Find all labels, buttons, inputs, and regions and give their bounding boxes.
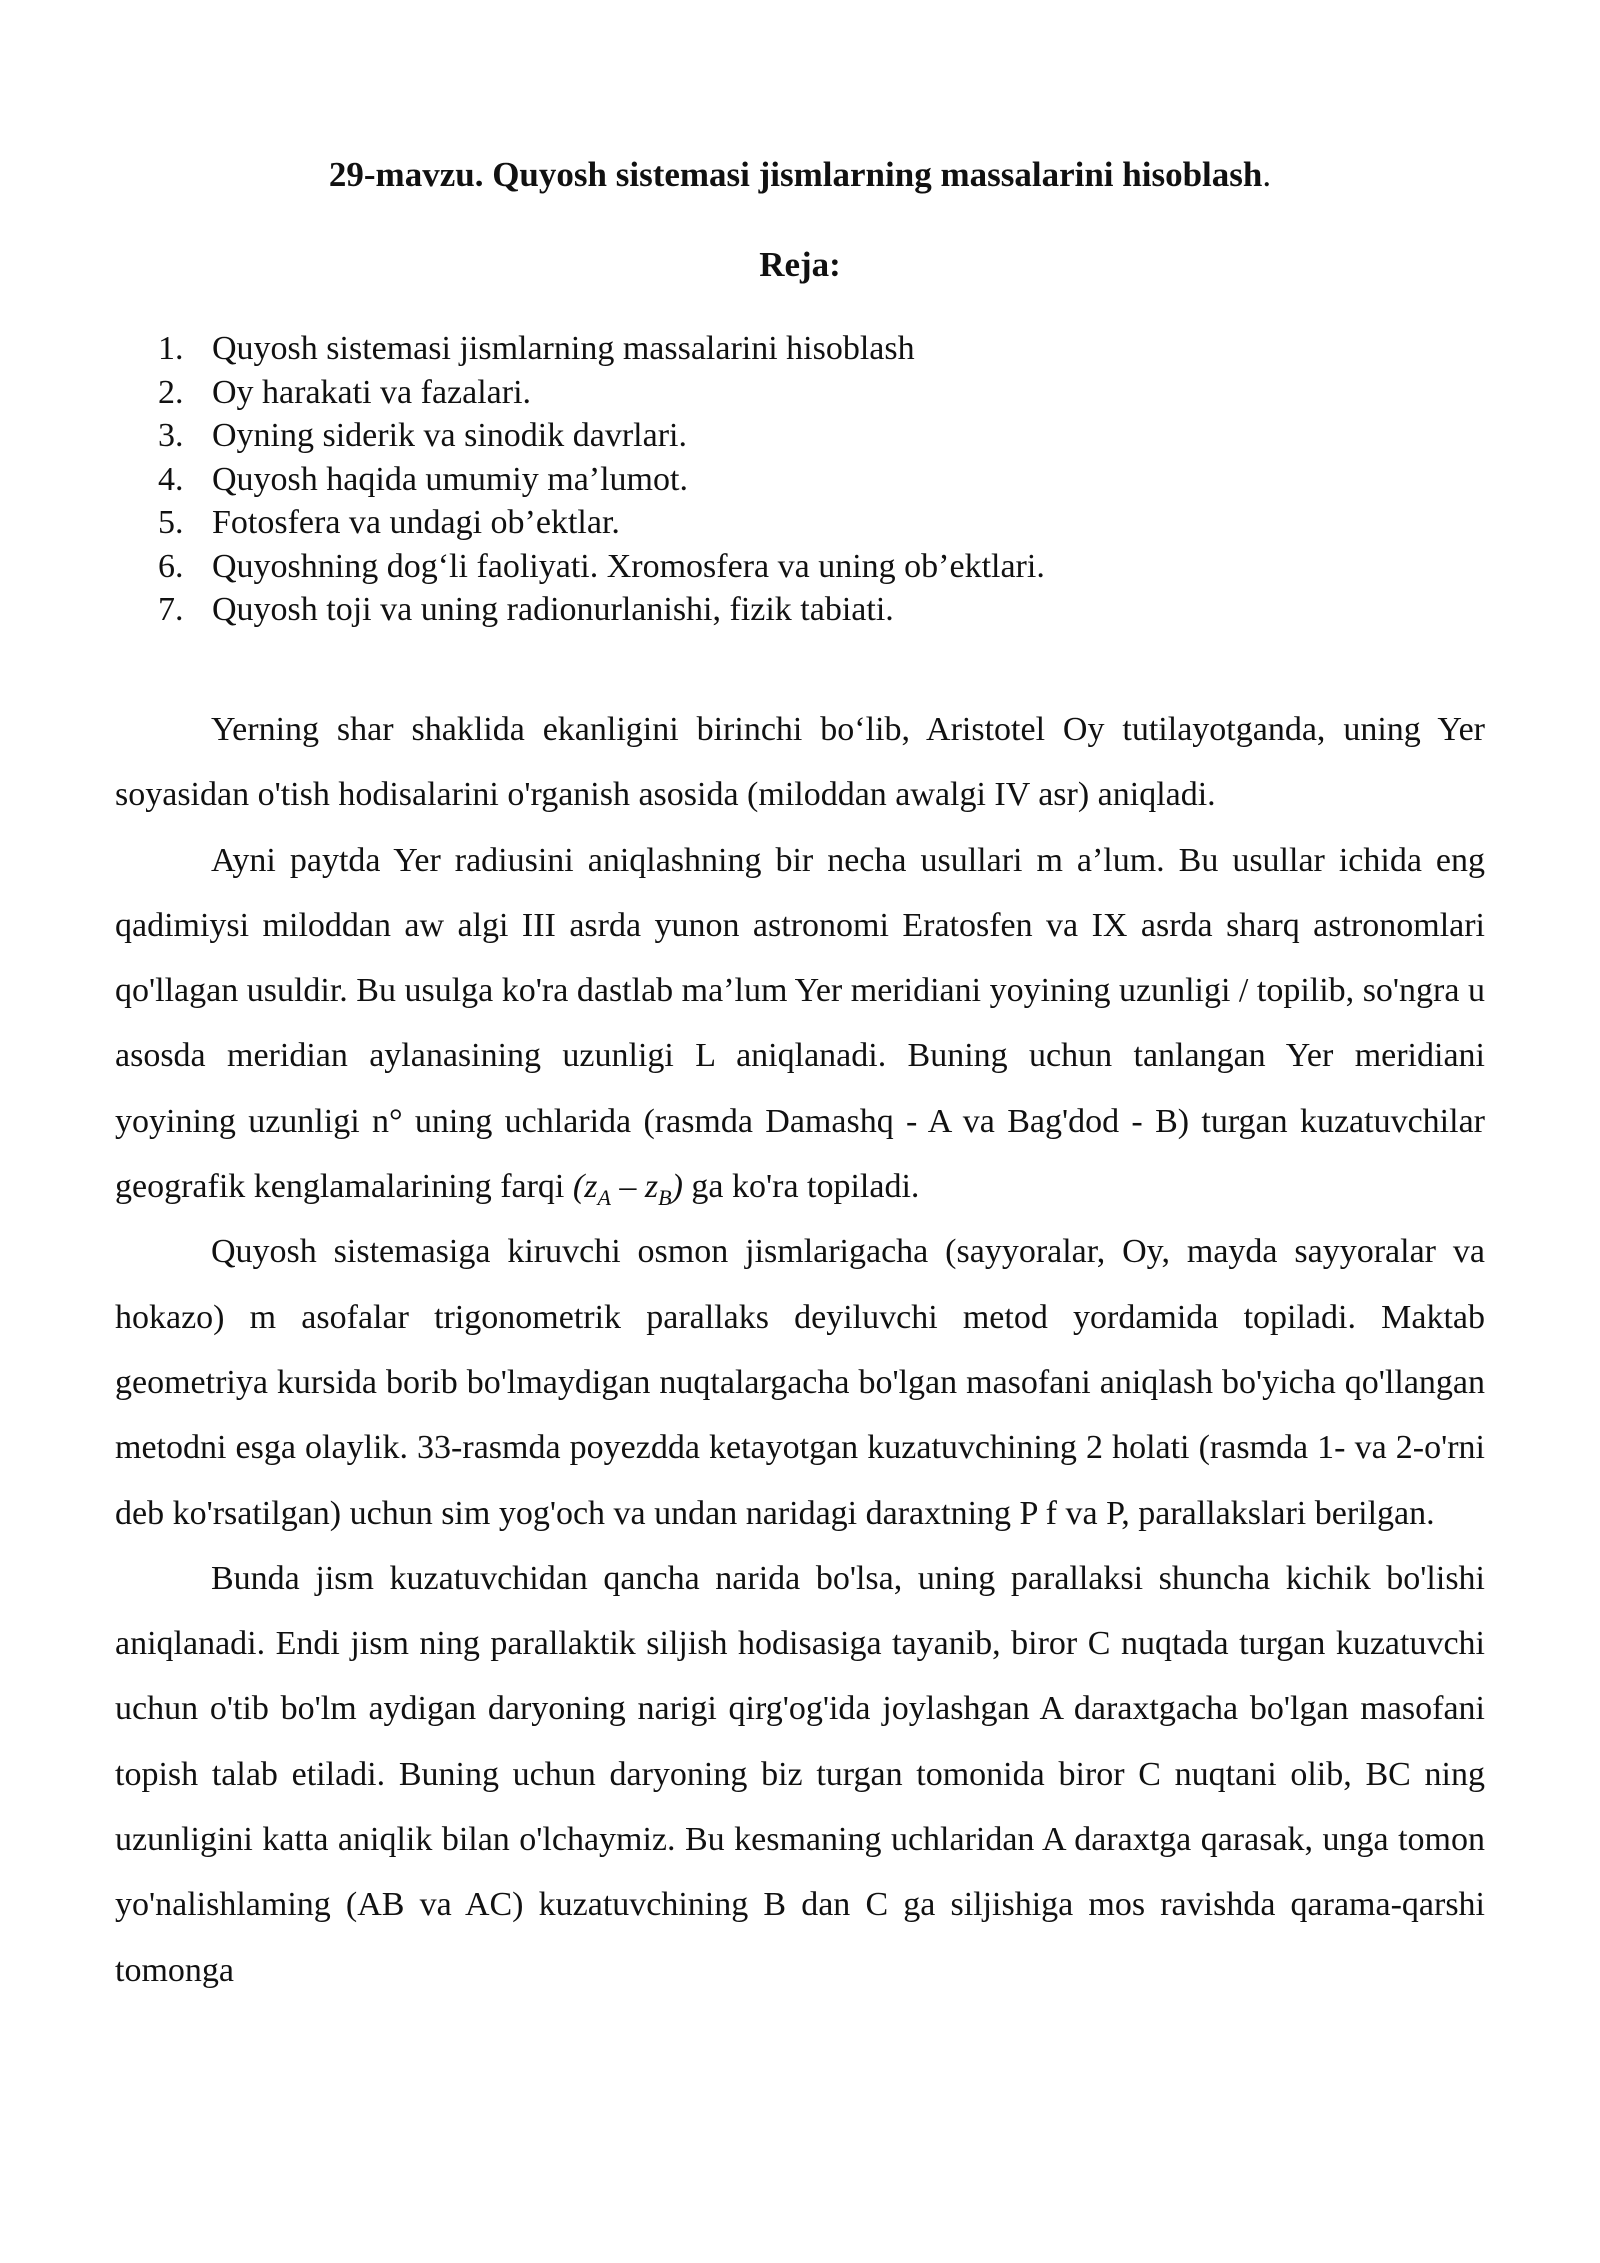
plan-item-text: Oy harakati va fazalari. xyxy=(212,373,532,411)
plan-heading: Reja: xyxy=(759,245,841,284)
title-period: . xyxy=(1262,155,1272,194)
plan-item xyxy=(158,458,1045,502)
formula-close: ) xyxy=(671,1168,683,1206)
latitude-difference-formula xyxy=(572,1168,683,1210)
plan-item-text: Quyosh sistemasi jismlarning massalarini hisoblash xyxy=(212,330,915,367)
paragraph: Bunda jism kuzatuvchidan qancha narida bo'lsa, uning parallaksi shuncha kichik bo'lishi aniqlanadi. Endi jism ning parallaktik siljish hodisasiga tayanib, biror C nuqtada turgan kuzatuvchi uchun o'tib bo'lm aydigan daryoning narigi qirg'og'ida joylashgan A daraxtgacha bo'lgan masofani topish talab etiladi. Buning uchun daryoning biz turgan tomonida biror C nuqtani olib, BC ning uzunligini katta aniqlik bilan o'lchaymiz. Bu kesmaning uchlaridan A daraxtga qarasak, unga tomon yo'nalishlaming (AB va AC) kuzatuvchining B dan C ga siljishiga mos ravishda qarama-qarshi tomonga xyxy=(115,1559,1485,1989)
plan-item xyxy=(158,371,1045,415)
plan-item-number: 4. xyxy=(158,460,184,498)
plan-item-number: 6. xyxy=(158,547,184,585)
plan-item-text: Quyoshning dog‘li faoliyati. Xromosfera va uning ob’ektlari. xyxy=(212,547,1045,585)
paragraph: Quyosh sistemasiga kiruvchi osmon jismlarigacha (sayyoralar, Oy, mayda sayyoralar va hokazo) m asofalar trigonometrik parallaks deyiluvchi metod yordamida topiladi. Maktab geometriya kursida borib bo'lmaydigan nuqtalargacha bo'lgan masofani aniqlash bo'yicha qo'llangan metodni esga olaylik. 33-rasmda poyezdda ketayotgan kuzatuvchining 2 holati (rasmda 1- va 2-o'rni deb ko'rsatilgan) uchun sim yog'och va undan naridagi daraxtning P f va P, parallakslari berilgan. xyxy=(115,1233,1485,1532)
plan-item xyxy=(158,501,1045,545)
plan-item-text: Oyning siderik va sinodik davrlari. xyxy=(212,417,687,454)
plan-item-text: Quyosh haqida umumiy ma’lumot. xyxy=(212,460,688,498)
document-title xyxy=(115,153,1485,197)
plan-item-text: Quyosh toji va uning radionurlanishi, fizik tabiati. xyxy=(212,591,894,628)
plan-item-number: 1. xyxy=(158,330,184,367)
plan-item xyxy=(158,414,1045,458)
plan-item-number: 7. xyxy=(158,591,184,628)
plan-item-number: 3. xyxy=(158,417,184,454)
plan-item xyxy=(158,327,1045,371)
plan-item-number: 2. xyxy=(158,373,184,411)
formula-open: (z xyxy=(572,1168,598,1206)
body-text xyxy=(115,697,1485,2003)
plan-item-number: 5. xyxy=(158,504,184,541)
title-text: 29-mavzu. Quyosh sistemasi jismlarning massalarini hisoblash xyxy=(328,155,1263,194)
formula-minus-z: – z xyxy=(610,1168,659,1206)
paragraph xyxy=(115,828,1485,1220)
paragraph: Yerning shar shaklida ekanligini birinchi bo‘lib, Aristotel Oy tutilayotganda, uning Yer soyasidan o'tish hodisalarini o'rganish asosida (miloddan awalgi IV asr) aniqladi. xyxy=(115,711,1485,814)
paragraph-text: Ayni paytda Yer radiusini aniqlashning bir necha usullari m a’lum. Bu usullar ichida eng qadimiysi miloddan aw algi III asrda yunon astronomi Eratosfen va IX asrda sharq astronomlari qo'llagan usuldir. Bu usulga ko'ra dastlab ma’lum Yer meridiani yoyining uzunligi / topilib, so'ngra u asosda meridian aylanasining uzunligi L aniqlanadi. Buning uchun tanlangan Yer meridiani yoyining uzunligi n° uning uchlarida (rasmda Damashq - A va Bag'dod - B) turgan kuzatuvchilar geografik kenglamalarining farqi xyxy=(115,841,1485,1206)
plan-item-text: Fotosfera va undagi ob’ektlar. xyxy=(212,504,620,541)
subscript-a: A xyxy=(597,1184,611,1210)
plan-item xyxy=(158,545,1045,589)
subscript-b: B xyxy=(658,1184,672,1210)
paragraph-text: ga ko'ra topiladi. xyxy=(691,1168,920,1206)
plan-list xyxy=(158,327,1045,632)
plan-item xyxy=(158,588,1045,632)
